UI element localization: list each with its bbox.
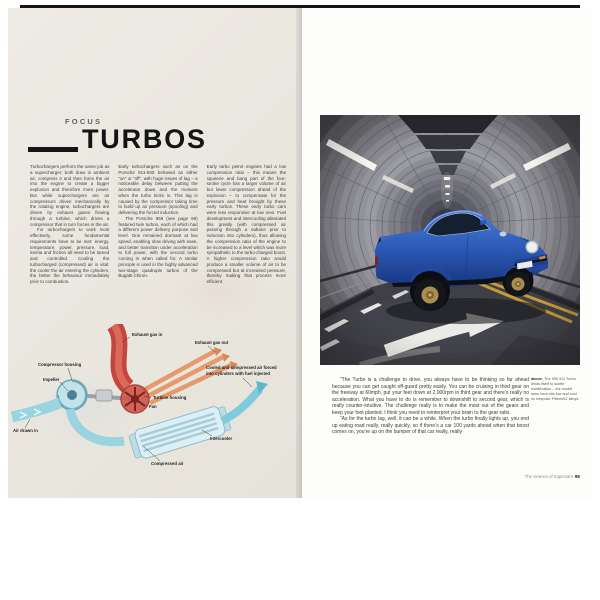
body-column-3 xyxy=(207,164,286,328)
focus-kicker: FOCUS xyxy=(65,117,103,126)
body-columns xyxy=(30,164,286,328)
diagram-label-cooled-air-2: into cylinders with fuel injected xyxy=(206,371,270,376)
body-column-2 xyxy=(118,164,197,328)
diagram-label-air-drawn-in: Air drawn in xyxy=(13,428,38,433)
paragraph: Early turbochargers such as on the Porsche 911-930 behaved as either “on” or “off”, with huge issues of lag – a noticeable delay between putting the accelerator down and the moment when the turbo kicks in. This lag is caused by the compressor taking time to build up air pressure (spooling) and delivering the forced induction. xyxy=(118,164,198,215)
photo-caption xyxy=(531,377,580,402)
diagram-label-compressor-housing: Compressor housing xyxy=(38,362,82,367)
quote-paragraph: “As for the turbo lag, well, it can be a while. When the turbo finally lights up, you end up eating road really, really quickly, so if there’s a car 100 yards ahead when that boost comes on, you’re up on the bumper of that car really, really xyxy=(332,416,529,435)
paragraph: For turbochargers to work most effectively, some fundamental requirements have to be met: energy, temperature, power, pressure, load, inertia and friction all need to be tamed and controlled. Cooling the turbocharged (compressed) air is vital: the cooler the air entering the cylinders, the better the behaviour immediately prior to combustion. xyxy=(30,227,110,284)
intercooler xyxy=(128,403,232,461)
diagram-label-cooled-air-1: Cooled and compressed air forced xyxy=(206,365,277,370)
page-title: TURBOS xyxy=(82,124,207,154)
cooled-air-pipe xyxy=(222,389,260,421)
paragraph: The Porsche 959 (see page 99) featured twin turbos, each of which had a different power delivery purpose and level. One remained dormant at low speed, enabling slow driving with ease, and better transition under acceleration to full power, with the second turbo coming in when called for. A similar principle is used in the highly advanced two-stage quadruple turbos of the Bugatti Chiron. xyxy=(118,215,198,279)
car-photo xyxy=(320,115,580,365)
footer-book-title: The Science of Supercars xyxy=(524,474,573,479)
page-footer xyxy=(525,474,580,479)
diagram-label-turbine-housing: Turbine housing xyxy=(153,395,187,400)
body-column-1 xyxy=(30,164,109,328)
diagram-label-fan: Fan xyxy=(149,404,157,409)
turbo-diagram-illustration xyxy=(10,324,302,498)
diagram-label-compressed-air: Compressed air xyxy=(151,461,184,466)
compressed-air-pipe xyxy=(70,409,124,442)
diagram-label-exhaust-gas-out: Exhaust gas out xyxy=(195,340,229,345)
turbine xyxy=(121,385,149,413)
quote-block xyxy=(332,377,529,436)
footer-page-number: 95 xyxy=(574,474,580,479)
page-right xyxy=(302,8,592,498)
title-dash xyxy=(28,147,78,152)
caption-body: The 930 911 Turbo lends itself to subtle modification – the model seen here sits low and cool on bespoke Fifteen52 alloys. xyxy=(531,377,580,401)
diagram-label-exhaust-gas-in: Exhaust gas in xyxy=(132,332,163,337)
paragraph: Turbochargers perform the same job as a supercharger: both draw in ambient air, compress it and then force the air into the engine to create a bigger explosion and therefore more power. But while superchargers are air compressors driven mechanically by the rotating engine, turbochargers are driven by exhaust gases flowing through a turbine, which drives a compressor that in turn forces in the air. xyxy=(30,164,110,227)
diagram-label-impeller: Impeller xyxy=(43,377,60,382)
caption-lead: above_ xyxy=(531,377,545,381)
diagram-label-intercooler: Intercooler xyxy=(210,436,233,441)
paragraph: Early turbo petrol engines had a low compression ratio – this means the squeeze and bang part of the four-stroke cycle has a larger volume of air but lower compression ahead of the explosion – to compensate for the pressure and heat brought by these early turbos. These early turbo cars were less responsive at low revs. Fuel development and intercooling alleviated this greatly (with compressed air passing through a radiator prior to induction into cylinders), thus allowing the compression ratio of the engine to be increased to a level which was more sympathetic to the turbo-charged boost. A higher compression ratio would produce a smaller volume of air to be compressed but at increased pressure, thereby making that process more efficient. xyxy=(206,164,286,284)
page-left xyxy=(8,8,302,498)
quote-paragraph: “The Turbo is a challenge to drive, you always have to be thinking so far ahead because you can get caught off-guard pretty easily. You can be cruising in third gear on the freeway at 60mph, put your feet down at 2,000rpm in third gear and there’s really no acceleration. What you have to do is remember to downshift to second gear, which is really counter-intuitive. The challenge really is to make the most out of the gears and keep your foot planted. I think you need to reinterpret your brain to the gear ratio. xyxy=(332,377,529,416)
compressor xyxy=(57,380,87,410)
